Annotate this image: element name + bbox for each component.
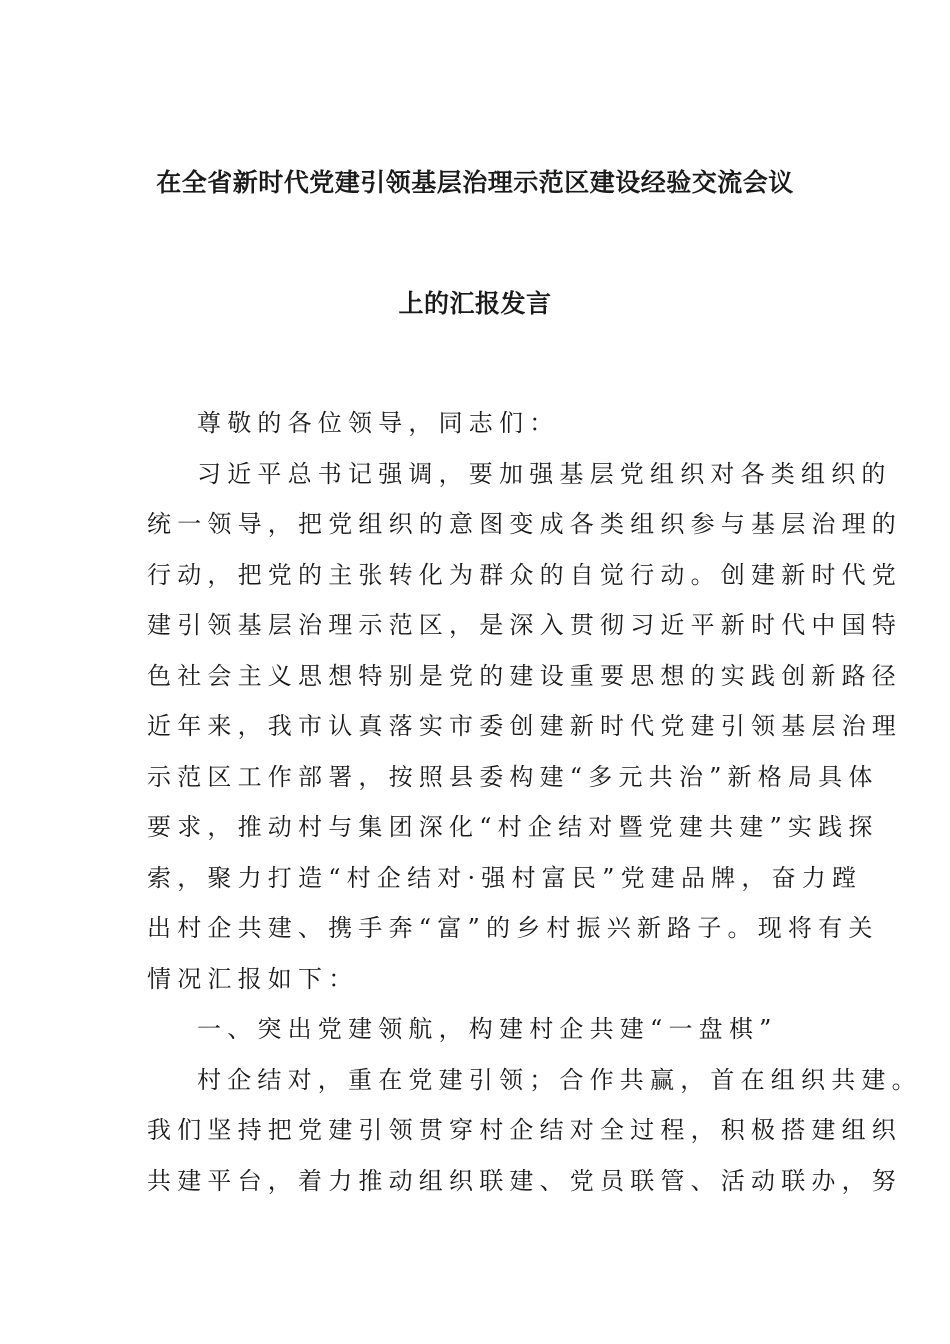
document-body — [147, 398, 922, 1206]
paragraph-1-line: 习近平总书记强调，要加强基层党组织对各类组织的 — [197, 459, 892, 488]
paragraph-1 — [147, 449, 902, 1005]
salutation-text: 尊敬的各位领导，同志们： — [197, 409, 560, 437]
paragraph-2 — [147, 1055, 922, 1207]
paragraph-1-line: 索，聚力打造“村企结对·强村富民”党建品牌，奋力蹚 — [147, 863, 863, 892]
section-1-heading — [147, 1004, 827, 1055]
paragraph-2-line: 我们坚持把党建引领贯穿村企结对全过程，积极搭建组织 — [147, 1116, 902, 1144]
paragraph-2-line: 共建平台，着力推动组织联建、党员联管、活动联办，努 — [147, 1166, 902, 1195]
paragraph-1-line: 要求，推动村与集团深化“村企结对暨党建共建”实践探 — [147, 813, 879, 841]
document-title-line-1: 在全省新时代党建引领基层治理示范区建设经验交流会议 — [156, 168, 794, 197]
paragraph-1-line: 示范区工作部署，按照县委构建“多元共治”新格局具体 — [147, 762, 879, 791]
section-1-heading-text: 一、突出党建领航，构建村企共建“一盘棋” — [197, 1015, 778, 1043]
paragraph-1-line: 建引领基层治理示范区，是深入贯彻习近平新时代中国特 — [147, 611, 902, 639]
document-title-line-2: 上的汇报发言 — [398, 289, 552, 318]
paragraph-1-line: 色社会主义思想特别是党的建设重要思想的实践创新路径 — [147, 661, 902, 690]
paragraph-1-line: 行动，把党的主张转化为群众的自觉行动。创建新时代党 — [147, 560, 902, 589]
paragraph-2-line: 村企结对，重在党建引领；合作共赢，首在组织共建。 — [197, 1065, 922, 1094]
paragraph-1-line: 出村企共建、携手奔“富”的乡村振兴新路子。现将有关 — [147, 914, 879, 942]
paragraph-1-line: 近年来，我市认真落实市委创建新时代党建引领基层治理 — [147, 712, 902, 740]
paragraph-1-line: 情况汇报如下： — [147, 964, 359, 993]
salutation — [147, 398, 827, 449]
paragraph-1-line: 统一领导，把党组织的意图变成各类组织参与基层治理的 — [147, 510, 902, 538]
